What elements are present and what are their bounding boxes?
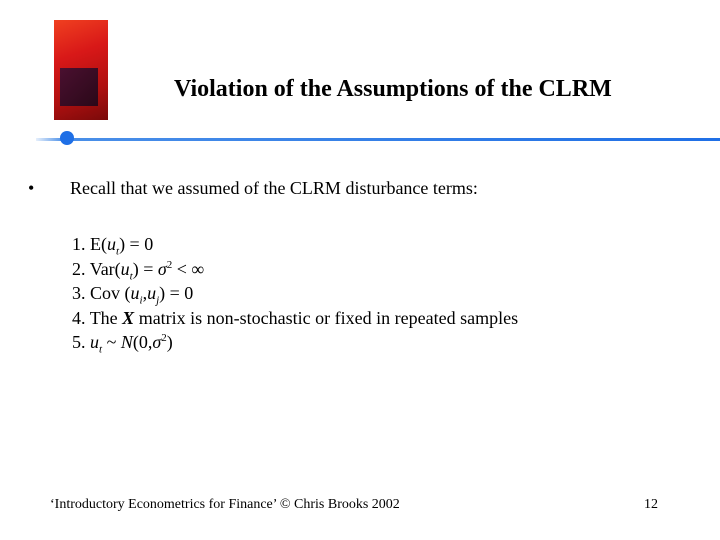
item-number: 2.: [72, 258, 86, 279]
item-text: The: [89, 307, 123, 328]
item-text: ,: [142, 283, 148, 303]
item-subscript: t: [129, 270, 133, 283]
item-var: u: [120, 258, 130, 279]
item-text: < ∞: [172, 258, 205, 279]
item-text: ~: [102, 332, 121, 352]
item-text: Cov (: [90, 283, 131, 303]
footer-citation: ‘Introductory Econometrics for Finance’ © Chris Brooks 2002: [50, 497, 400, 512]
item-text: ) =: [132, 258, 158, 279]
item-number: 5.: [72, 332, 86, 352]
book-cover-image: [54, 20, 108, 120]
divider-dot: [60, 131, 74, 145]
item-subscript: t: [99, 343, 103, 356]
item-number: 1.: [72, 234, 86, 254]
item-text: E(: [90, 234, 107, 254]
item-text: (0,: [132, 332, 153, 352]
item-text: ) = 0: [119, 234, 154, 254]
item-var: u: [107, 234, 116, 254]
item-var: u: [147, 283, 157, 303]
bullet-point: [28, 178, 478, 199]
cover-graphic: [60, 68, 98, 106]
bullet-text: Recall that we assumed of the CLRM disturbance terms:: [70, 178, 478, 198]
assumption-item: [72, 257, 518, 282]
item-matrix-symbol: X: [122, 307, 135, 328]
item-subscript: t: [116, 245, 120, 258]
item-number: 3.: [72, 283, 86, 303]
item-text: Var(: [89, 258, 121, 279]
assumption-item: [72, 306, 518, 331]
item-var: N: [120, 332, 133, 352]
item-text: matrix is non-stochastic or fixed in repeated samples: [134, 307, 519, 328]
assumption-item: [72, 330, 518, 355]
page-number: 12: [644, 497, 658, 512]
item-superscript: 2: [161, 332, 167, 344]
item-subscript: j: [156, 294, 160, 307]
item-symbol: σ: [152, 332, 162, 352]
title-divider: [36, 138, 720, 141]
assumption-item: [72, 232, 518, 257]
item-var: u: [130, 283, 140, 303]
item-subscript: i: [139, 294, 143, 307]
item-var: u: [90, 332, 99, 352]
item-superscript: 2: [166, 258, 173, 271]
item-text: ): [166, 332, 173, 352]
assumption-item: [72, 281, 518, 306]
item-number: 4.: [72, 307, 86, 328]
assumption-list: [72, 232, 518, 355]
slide-title: Violation of the Assumptions of the CLRM: [174, 76, 612, 102]
item-symbol: σ: [157, 258, 167, 279]
bullet-mark: •: [28, 178, 35, 198]
item-text: ) = 0: [159, 283, 194, 303]
